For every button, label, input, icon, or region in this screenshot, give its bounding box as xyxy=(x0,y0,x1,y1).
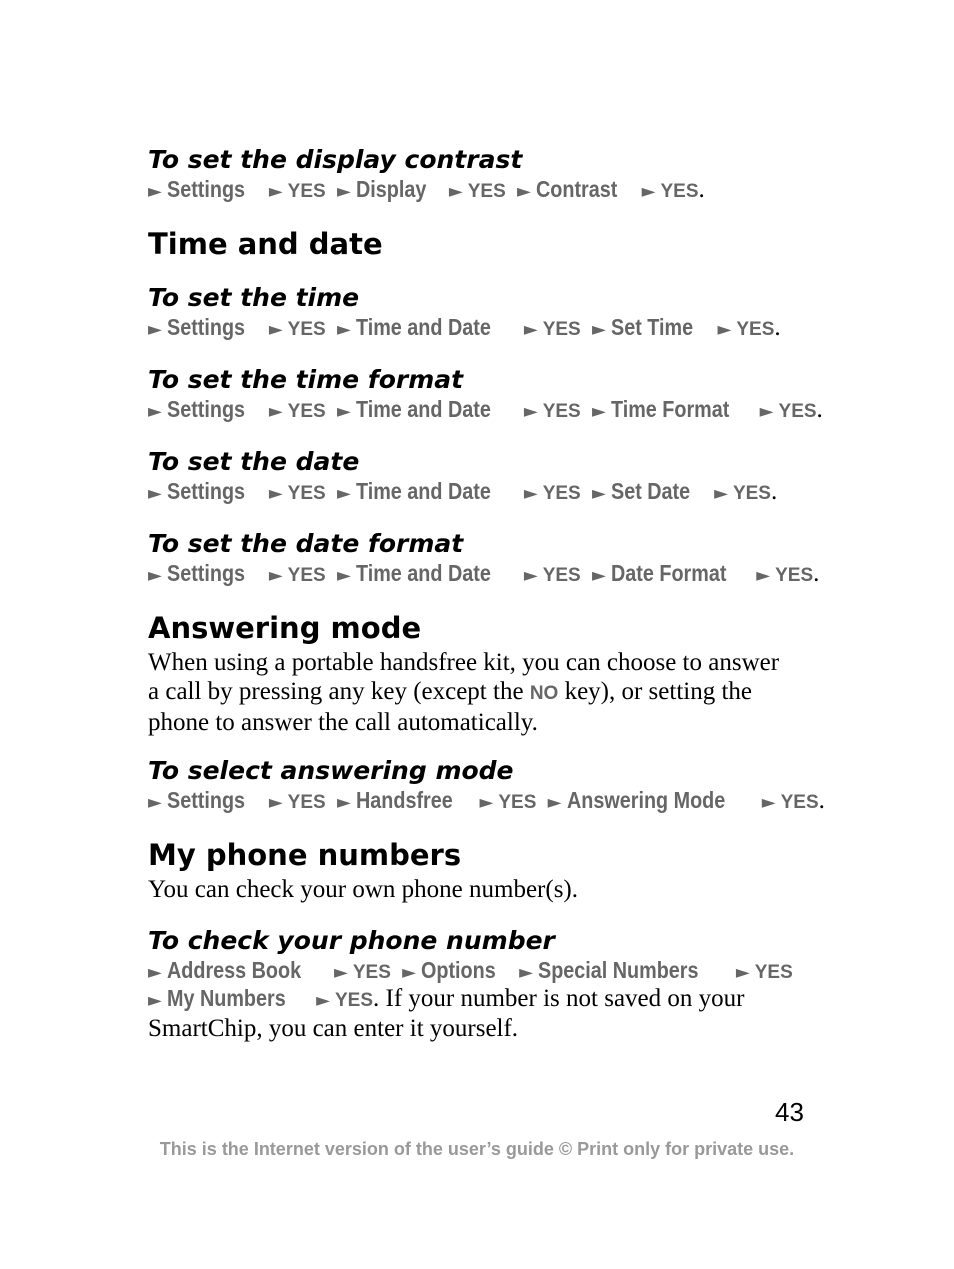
arrow-icon: ► xyxy=(336,181,351,202)
arrow-icon: ► xyxy=(148,401,162,422)
arrow-icon: ► xyxy=(268,483,283,504)
arrow-icon: ► xyxy=(523,483,538,504)
heading-select-answering-mode: To select answering mode xyxy=(148,756,514,785)
arrow-icon: ► xyxy=(148,990,162,1011)
section-heading-time-and-date: Time and date xyxy=(148,227,383,261)
key-label: YES xyxy=(780,792,819,813)
path-end: . xyxy=(774,314,781,341)
path-end: . xyxy=(698,176,705,203)
check-number-note: SmartChip, you can enter it yourself. xyxy=(148,1015,519,1042)
key-label: YES xyxy=(542,319,581,340)
arrow-icon: ► xyxy=(523,401,538,422)
key-label: YES xyxy=(287,181,326,202)
arrow-icon: ► xyxy=(268,319,283,340)
key-label: YES xyxy=(287,401,326,422)
menu-item: Time and Date xyxy=(355,314,491,340)
text-line: phone to answer the call automatically. xyxy=(148,709,538,736)
key-label-no: NO xyxy=(529,683,559,704)
arrow-icon: ► xyxy=(402,962,416,983)
arrow-icon: ► xyxy=(759,401,774,422)
arrow-icon: ► xyxy=(148,483,162,504)
text-fragment: key), or setting the xyxy=(558,678,753,705)
section-heading-answering-mode: Answering mode xyxy=(148,611,422,645)
heading-check-phone-number: To check your phone number xyxy=(148,926,555,955)
arrow-icon: ► xyxy=(519,962,533,983)
text-fragment: a call by pressing any key (except the xyxy=(148,678,530,705)
path-end: . xyxy=(770,478,778,505)
menu-item: Answering Mode xyxy=(566,787,725,813)
menu-path-set-time xyxy=(148,314,781,342)
menu-item: Settings xyxy=(166,560,245,586)
arrow-icon: ► xyxy=(591,401,606,422)
arrow-icon: ► xyxy=(591,565,606,586)
menu-item: Time and Date xyxy=(355,560,491,586)
menu-item: Settings xyxy=(166,396,245,422)
arrow-icon: ► xyxy=(316,990,330,1011)
footer-note: This is the Internet version of the user’s guide © Print only for private use. xyxy=(159,1139,795,1159)
menu-path-contrast xyxy=(148,176,705,204)
menu-item: Contrast xyxy=(535,176,618,202)
menu-item: Set Time xyxy=(610,314,693,340)
menu-item: Handsfree xyxy=(355,787,453,813)
path-end: . xyxy=(813,560,820,587)
arrow-icon: ► xyxy=(761,792,776,813)
menu-item: Settings xyxy=(166,176,245,202)
arrow-icon: ► xyxy=(268,181,283,202)
heading-set-time-format: To set the time format xyxy=(148,365,464,394)
menu-item: Set Date xyxy=(610,478,690,504)
menu-item: Time and Date xyxy=(355,478,491,504)
arrow-icon: ► xyxy=(148,962,162,983)
path-end: . xyxy=(816,396,823,423)
key-label: YES xyxy=(287,792,326,813)
arrow-icon: ► xyxy=(591,319,606,340)
key-label: YES xyxy=(778,401,817,422)
menu-path-date-format xyxy=(148,560,819,588)
menu-item: Settings xyxy=(166,478,245,504)
arrow-icon: ► xyxy=(268,565,283,586)
key-label: YES xyxy=(732,483,771,504)
my-numbers-description: You can check your own phone number(s). xyxy=(148,876,579,903)
key-label: YES xyxy=(287,483,326,504)
key-label: YES xyxy=(498,792,537,813)
key-label: YES xyxy=(287,319,326,340)
heading-set-date: To set the date xyxy=(148,447,360,476)
menu-item: Date Format xyxy=(610,560,727,586)
heading-set-date-format: To set the date format xyxy=(148,529,464,558)
key-label: YES xyxy=(542,483,581,504)
path-end: . xyxy=(818,787,825,814)
menu-item: Time Format xyxy=(610,396,730,422)
arrow-icon: ► xyxy=(268,401,283,422)
arrow-icon: ► xyxy=(336,319,351,340)
arrow-icon: ► xyxy=(591,483,606,504)
menu-item: Settings xyxy=(166,787,245,813)
arrow-icon: ► xyxy=(448,181,463,202)
menu-path-check-number-1 xyxy=(148,957,793,985)
text-line: When using a portable handsfree kit, you can choose to answer xyxy=(148,649,780,676)
heading-set-time: To set the time xyxy=(148,283,360,312)
menu-item: Settings xyxy=(166,314,245,340)
arrow-icon: ► xyxy=(148,181,162,202)
arrow-icon: ► xyxy=(717,319,732,340)
key-label: YES xyxy=(352,962,391,983)
section-heading-my-phone-numbers: My phone numbers xyxy=(148,838,462,872)
menu-path-check-number-2 xyxy=(148,985,744,1013)
key-label: YES xyxy=(542,401,581,422)
arrow-icon: ► xyxy=(641,181,656,202)
key-label: YES xyxy=(467,181,506,202)
arrow-icon: ► xyxy=(479,792,494,813)
menu-path-set-date xyxy=(148,478,777,506)
arrow-icon: ► xyxy=(523,565,538,586)
menu-item: Display xyxy=(355,176,427,202)
key-label: YES xyxy=(775,565,814,586)
key-label: YES xyxy=(334,990,374,1011)
arrow-icon: ► xyxy=(148,319,162,340)
key-label: YES xyxy=(754,962,793,983)
arrow-icon: ► xyxy=(547,792,562,813)
menu-item: Address Book xyxy=(166,957,301,983)
arrow-icon: ► xyxy=(336,483,351,504)
arrow-icon: ► xyxy=(336,401,351,422)
arrow-icon: ► xyxy=(268,792,283,813)
arrow-icon: ► xyxy=(336,565,351,586)
menu-path-time-format xyxy=(148,396,823,424)
arrow-icon: ► xyxy=(148,792,162,813)
menu-item: Time and Date xyxy=(355,396,491,422)
arrow-icon: ► xyxy=(735,962,750,983)
text-fragment: . If your number is not saved on your xyxy=(373,985,745,1012)
menu-item: My Numbers xyxy=(166,985,286,1011)
menu-item: Special Numbers xyxy=(537,957,699,983)
key-label: YES xyxy=(287,565,326,586)
arrow-icon: ► xyxy=(714,483,728,504)
menu-item: Options xyxy=(421,957,496,983)
answering-mode-description xyxy=(148,648,808,737)
arrow-icon: ► xyxy=(148,565,162,586)
heading-set-display-contrast: To set the display contrast xyxy=(148,145,523,174)
arrow-icon: ► xyxy=(517,181,531,202)
arrow-icon: ► xyxy=(334,962,348,983)
text-line xyxy=(148,677,808,708)
menu-path-answering-mode xyxy=(148,787,825,815)
arrow-icon: ► xyxy=(756,565,771,586)
key-label: YES xyxy=(660,181,699,202)
key-label: YES xyxy=(542,565,581,586)
arrow-icon: ► xyxy=(336,792,351,813)
arrow-icon: ► xyxy=(523,319,538,340)
page-number: 43 xyxy=(775,1097,804,1127)
key-label: YES xyxy=(736,319,775,340)
